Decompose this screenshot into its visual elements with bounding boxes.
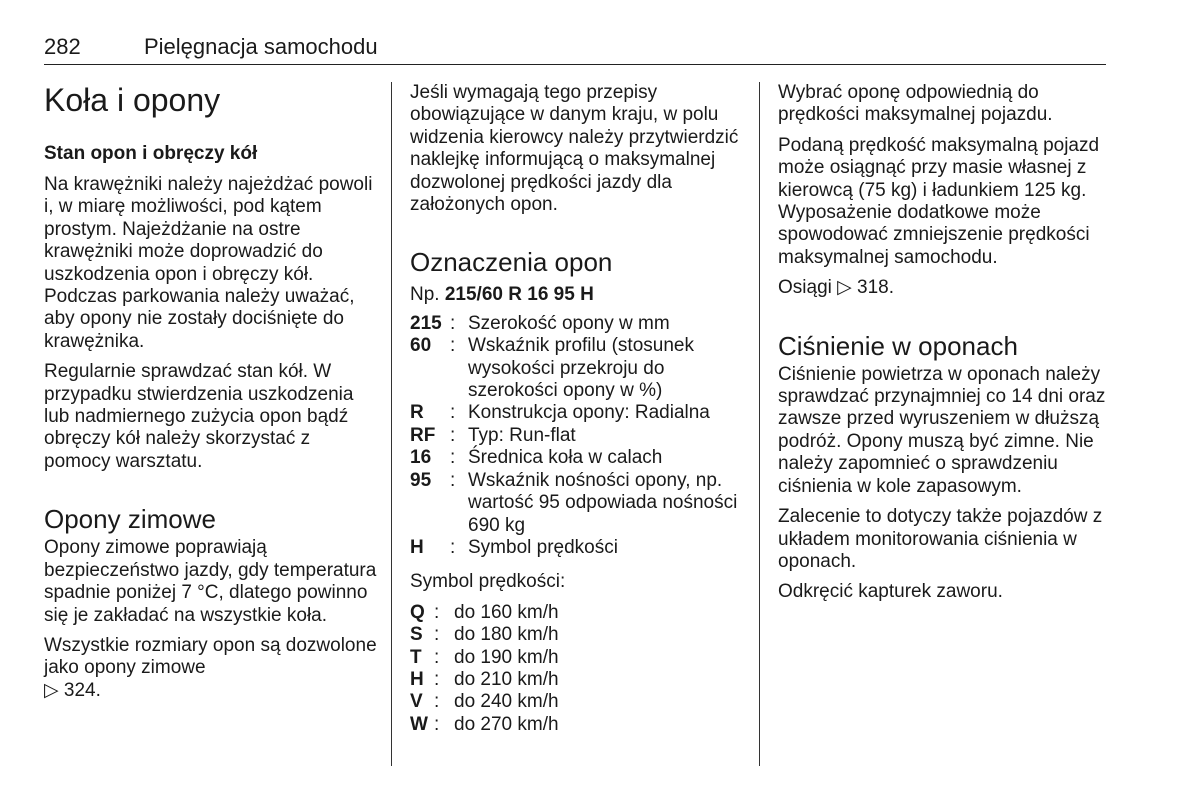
legend-text: Typ: Run-flat [468,424,576,446]
speed-row [410,669,745,691]
speed-list [410,602,745,736]
speed-separator: : [434,601,440,623]
speed-row [410,624,745,646]
speed-row [410,691,745,713]
section-heading: Stan opon i obręczy kół [44,143,258,164]
legend-code: H [410,536,424,558]
legend-code: RF [410,424,436,446]
speed-text: do 190 km/h [454,646,559,668]
speed-code: Q [410,601,425,623]
paragraph: Regularnie sprawdzać stan kół. W przypadku stwierdzenia uszkodzenia lub nadmiernego zużycia opon bądź obręczy kół należy skorzystać z pomocy warsztatu. [44,361,354,472]
column-divider [391,82,392,766]
legend-separator: : [450,312,456,334]
example-prefix: Np. [410,284,440,306]
speed-row [410,714,745,736]
legend-row [410,425,745,447]
speed-text: do 240 km/h [454,691,559,713]
paragraph: Na krawężniki należy najeżdżać powoli i, w miarę możliwości, pod kątem prostym. Najeżdżanie na ostre krawężniki może doprowadzić do uszkodzenia opon i obręczy kół. Podczas parkowania należy uważać, aby opony nie zostały dociśnięte do krawężnika. [44,174,373,352]
legend-separator: : [450,335,456,357]
legend-code: 215 [410,312,442,334]
paragraph [778,277,1113,299]
legend-text: Średnica koła w calach [468,447,663,469]
page-number: 282 [44,34,81,59]
section-heading: Opony zimowe [44,504,216,535]
speed-code: H [410,668,424,690]
arrow-icon: ▷ [837,277,852,299]
legend-code: 60 [410,335,432,357]
cross-reference[interactable]: ▷ 318. [837,277,895,299]
paragraph: Ciśnienie powietrza w oponach należy sprawdzać przynajmniej co 14 dni oraz zawsze przed wyruszeniem w dłuższą podróż. Opony muszą być zimne. Nie należy zapomnieć o sprawdzeniu ciśnienia w kole zapasowym. [778,363,1106,497]
legend-row [410,402,745,424]
speed-row [410,647,745,669]
speed-row [410,602,745,624]
speed-code: W [410,713,428,735]
speed-code: S [410,624,423,646]
column-divider [759,82,760,766]
speed-text: do 160 km/h [454,601,559,623]
legend-row [410,313,745,335]
speed-text: do 270 km/h [454,713,559,735]
paragraph: Wybrać oponę odpowiednią do prędkości maksymalnej pojazdu. [778,82,1053,126]
legend-separator: : [450,402,456,424]
legend-text: Symbol prędkości [468,536,618,558]
speed-code: T [410,646,422,668]
legend-row [410,470,745,537]
speed-symbol-title: Symbol prędkości: [410,571,566,593]
legend-separator: : [450,536,456,558]
tire-legend [410,313,745,559]
paragraph-text: Osiągi [778,277,832,299]
running-title: Pielęgnacja samochodu [144,34,378,59]
cross-reference[interactable]: ▷ 324. [44,679,101,701]
speed-text: do 180 km/h [454,624,559,646]
speed-separator: : [434,713,440,735]
legend-text: Wskaźnik nośności opony, np. wartość 95 odpowiada nośności 690 kg [468,469,738,536]
section-heading: Ciśnienie w oponach [778,330,1018,361]
speed-text: do 210 km/h [454,668,559,690]
chapter-title: Koła i opony [44,82,221,118]
column-left [44,82,379,710]
speed-code: V [410,691,423,713]
speed-separator: : [434,691,440,713]
speed-separator: : [434,668,440,690]
legend-text: Konstrukcja opony: Radialna [468,402,710,424]
paragraph: Odkręcić kapturek zaworu. [778,581,1003,603]
legend-code: 95 [410,469,432,491]
legend-text: Wskaźnik profilu (stosunek wysokości przekroju do szerokości opony w %) [468,335,694,402]
paragraph: Zalecenie to dotyczy także pojazdów z układem monitorowania ciśnienia w oponach. [778,506,1103,572]
tire-example [410,284,745,306]
section-heading: Oznaczenia opon [410,247,613,278]
paragraph: Podaną prędkość maksymalną pojazd może osiągnąć przy masie własnej z kierowcą (75 kg) i ładunkiem 125 kg. Wyposażenie dodatkowe może spowodować zmniejszenie prędkości maksymalnej samochodu. [778,134,1100,268]
legend-separator: : [450,469,456,491]
legend-row [410,537,745,559]
speed-separator: : [434,646,440,668]
paragraph [44,635,379,702]
page-header [44,34,1106,65]
column-middle [410,82,745,736]
legend-code: R [410,402,424,424]
legend-text: Szerokość opony w mm [468,312,670,334]
legend-separator: : [450,447,456,469]
legend-row [410,335,745,402]
paragraph: Opony zimowe poprawiają bezpieczeństwo jazdy, gdy temperatura spadnie poniżej 7 °C, dlatego powinno się je zakładać na wszystkie koła. [44,537,377,626]
example-value: 215/60 R 16 95 H [444,284,594,306]
arrow-icon: ▷ [44,679,59,701]
legend-separator: : [450,424,456,446]
paragraph-text: Wszystkie rozmiary opon są dozwolone jako opony zimowe [44,634,377,679]
column-right [778,82,1113,612]
legend-code: 16 [410,447,432,469]
legend-row [410,447,745,469]
speed-separator: : [434,624,440,646]
paragraph: Jeśli wymagają tego przepisy obowiązujące w danym kraju, w polu widzenia kierowcy należy przytwierdzić naklejkę informującą o maksymalnej dozwolonej prędkości jazdy dla założonych opon. [410,82,739,216]
